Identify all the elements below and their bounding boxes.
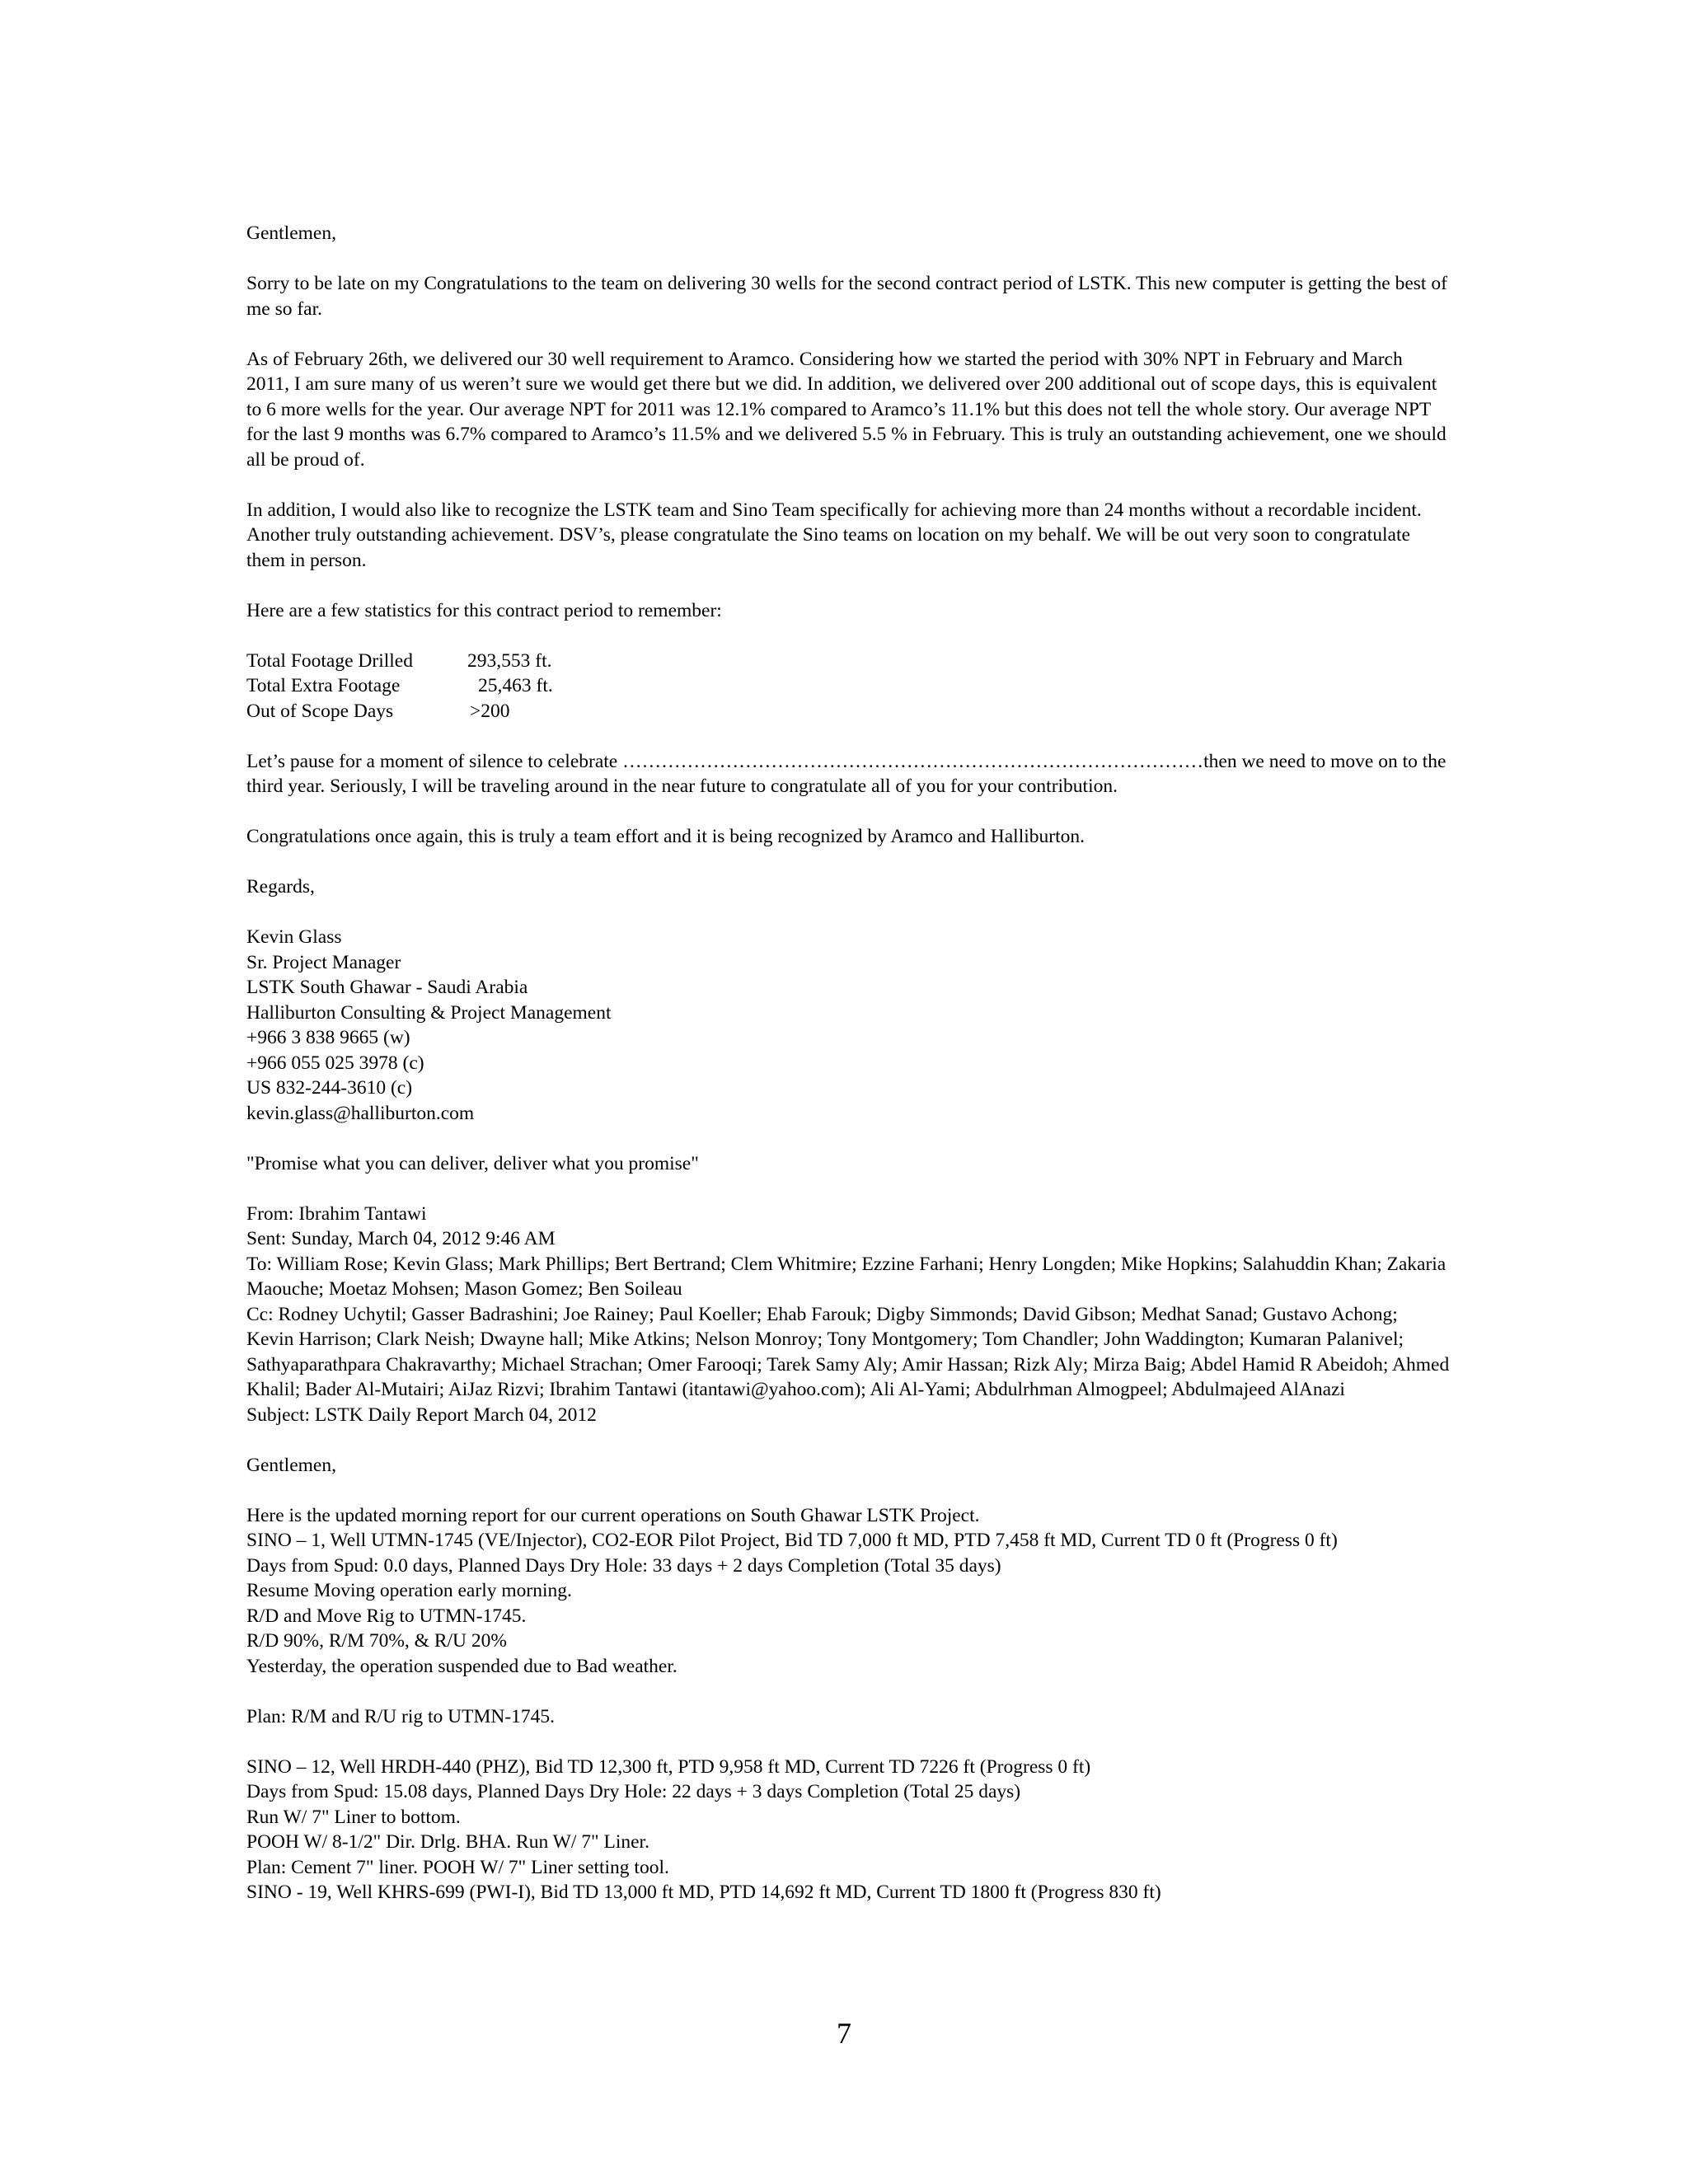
report-line: R/D and Move Rig to UTMN-1745. <box>246 1605 527 1627</box>
report-line: R/D 90%, R/M 70%, & R/U 20% <box>246 1630 507 1652</box>
signature-name: Kevin Glass <box>246 926 342 948</box>
header-cc: Cc: Rodney Uchytil; Gasser Badrashini; Joe Rainey; Paul Koeller; Ehab Farouk; Digby Simmonds; David Gibson; Medhat Sanad; Gustavo Achong; Kevin Harrison; Clark Neish; Dwayne hall; Mike Atkins; Nelson Monroy; Tony Montgomery; Tom Chandler; John Waddington; Kumaran Palanivel; Sathyaparathpara Chakravarthy; Michael Strachan; Omer Farooqi; Tarek Samy Aly; Amir Hassan; Rizk Aly; Mirza Baig; Abdel Hamid R Abeidoh; Ahmed Khalil; Bader Al-Mutairi; AiJaz Rizvi; Ibrahim Tantawi (itantawi@yahoo.com); Ali Al-Yami; Abdulrhman Almogpeel; Abdulmajeed AlAnazi <box>246 1303 1450 1400</box>
document-body <box>246 221 1450 1905</box>
report-plan: Plan: R/M and R/U rig to UTMN-1745. <box>246 1705 556 1727</box>
report-line: SINO – 1, Well UTMN-1745 (VE/Injector), CO2-EOR Pilot Project, Bid TD 7,000 ft MD, PTD 7,458 ft MD, Current TD 0 ft (Progress 0 ft) <box>246 1530 1338 1551</box>
greeting: Gentlemen, <box>246 1454 336 1476</box>
stat-row <box>246 673 1450 699</box>
signature-block <box>246 925 1450 1126</box>
header-from: From: Ibrahim Tantawi <box>246 1202 427 1225</box>
page-number: 7 <box>837 2017 851 2050</box>
report-line: POOH W/ 8-1/2" Dir. Drlg. BHA. Run W/ 7" Liner. <box>246 1831 649 1853</box>
paragraph-congratulations: Sorry to be late on my Congratulations to the team on delivering 30 wells for the second contract period of LSTK. This new computer is getting the best of me so far. <box>246 273 1447 320</box>
signature-title: Sr. Project Manager <box>246 951 401 973</box>
report-intro-block <box>246 1503 1450 1680</box>
report-line: Yesterday, the operation suspended due to Bad weather. <box>246 1655 678 1677</box>
paragraph-team-effort: Congratulations once again, this is truly a team effort and it is being recognized by Aramco and Halliburton. <box>246 826 1085 847</box>
stat-row <box>246 699 1450 724</box>
signature-quote: "Promise what you can deliver, deliver what you promise" <box>246 1152 699 1174</box>
signature-phone-cell: +966 055 025 3978 (c) <box>246 1052 424 1074</box>
statistics-table <box>246 649 1450 724</box>
stat-label: Total Footage Drilled <box>246 649 413 672</box>
stat-value: 25,463 ft. <box>478 675 553 696</box>
report-line: SINO – 12, Well HRDH-440 (PHZ), Bid TD 12,300 ft, PTD 9,958 ft MD, Current TD 7226 ft (Progress 0 ft) <box>246 1755 1091 1778</box>
report-intro: Here is the updated morning report for our current operations on South Ghawar LSTK Project. <box>246 1504 980 1526</box>
signature-email: kevin.glass@halliburton.com <box>246 1102 475 1124</box>
report-line: Plan: Cement 7" liner. POOH W/ 7" Liner setting tool. <box>246 1856 669 1878</box>
forwarded-email-header <box>246 1202 1450 1428</box>
signature-company: Halliburton Consulting & Project Management <box>246 1001 612 1024</box>
report-line: Run W/ 7" Liner to bottom. <box>246 1806 461 1828</box>
closing: Regards, <box>246 876 315 898</box>
header-sent: Sent: Sunday, March 04, 2012 9:46 AM <box>246 1228 556 1249</box>
header-to: To: William Rose; Kevin Glass; Mark Phillips; Bert Bertrand; Clem Whitmire; Ezzine Farhani; Henry Longden; Mike Hopkins; Salahuddin Khan; Zakaria Maouche; Moetaz Mohsen; Mason Gomez; Ben Soileau <box>246 1253 1447 1300</box>
report-line: Days from Spud: 15.08 days, Planned Days Dry Hole: 22 days + 3 days Completion (Total 25 days) <box>246 1781 1021 1802</box>
paragraph-celebrate: Let’s pause for a moment of silence to celebrate ………………………………………………………………………………then we need to move on to the third year. Seriously, I will be traveling around in the near future to congratulate all of you for your contribution. <box>246 750 1447 797</box>
report-line: Resume Moving operation early morning. <box>246 1580 572 1601</box>
stat-label: Out of Scope Days <box>246 700 394 722</box>
greeting: Gentlemen, <box>246 223 336 244</box>
paragraph-npt-summary: As of February 26th, we delivered our 30 well requirement to Aramco. Considering how we started the period with 30% NPT in February and March 2011, I am sure many of us weren’t sure we would get there but we did. In addition, we delivered over 200 additional out of scope days, this is equivalent to 6 more wells for the year. Our average NPT for 2011 was 12.1% compared to Aramco’s 11.1% but this does not tell the whole story. Our average NPT for the last 9 months was 6.7% compared to Aramco’s 11.5% and we delivered 5.5 % in February. This is truly an outstanding achievement, one we should all be proud of. <box>246 348 1447 471</box>
signature-phone-us: US 832-244-3610 (c) <box>246 1077 413 1099</box>
stat-value: 293,553 ft. <box>467 649 552 672</box>
signature-project: LSTK South Ghawar - Saudi Arabia <box>246 977 528 998</box>
paragraph-statistics-intro: Here are a few statistics for this contract period to remember: <box>246 599 722 621</box>
signature-phone-work: +966 3 838 9665 (w) <box>246 1027 410 1048</box>
report-line: SINO - 19, Well KHRS-699 (PWI-I), Bid TD 13,000 ft MD, PTD 14,692 ft MD, Current TD 1800 ft (Progress 830 ft) <box>246 1882 1161 1903</box>
report-sino12-block <box>246 1755 1450 1905</box>
header-subject: Subject: LSTK Daily Report March 04, 2012 <box>246 1404 597 1426</box>
stat-value: >200 <box>470 700 510 722</box>
stat-row <box>246 649 1450 674</box>
paragraph-safety-recognition: In addition, I would also like to recognize the LSTK team and Sino Team specifically for achieving more than 24 months without a recordable incident. Another truly outstanding achievement. DSV’s, please congratulate the Sino teams on location on my behalf. We will be out very soon to congratulate them in person. <box>246 499 1422 571</box>
stat-label: Total Extra Footage <box>246 675 401 696</box>
report-line: Days from Spud: 0.0 days, Planned Days Dry Hole: 33 days + 2 days Completion (Total 35 days) <box>246 1554 1001 1577</box>
